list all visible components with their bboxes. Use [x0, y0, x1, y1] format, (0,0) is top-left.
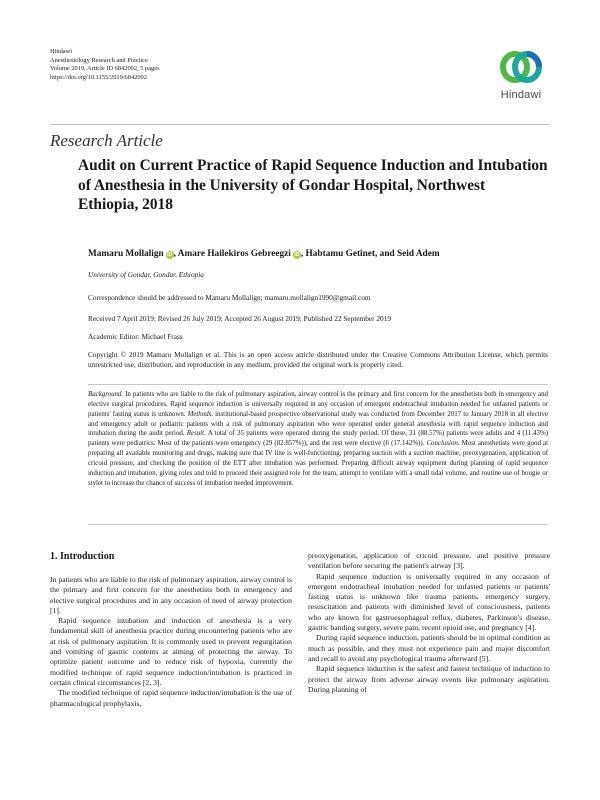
abstract-methods-text: institutional-based prospective observational study was conducted from December 2017 to January 2018 in all elective and emergency adult or pediatric patients with a risk of pulmonary aspiration who were operated under general anesthesia with rapid sequence induction and intubation during the audit period.	[88, 410, 548, 438]
paragraph: In patients who are liable to the risk of pulmonary aspiration, airway control is the primary and first concern for the anesthetists both in emergency and elective surgical procedures and in any occasion of need of airway protection [1].	[50, 575, 292, 615]
orcid-icon[interactable]: iD	[294, 252, 300, 258]
abstract-result-text: A total of 35 patients were operated during the study period. Of these, 31 (88.57%) patients were adults and 4 (11.43%) patients were pediatrics. Most of the patients were emergency (29 (82.857%)), and the rest were elective (6 (17.142%)).	[88, 430, 548, 448]
abstract-result-label: Result.	[186, 430, 206, 438]
abstract-conclusion-label: Conclusion.	[426, 440, 460, 448]
abstract-conclusion-text: Most anesthetists were good at preparing all available monitoring and drugs, making sure that IV line is well-functioning, preparing suction with a suction machine, preoxygenation, application of cricoid pressure, and checking the position of the ETT after intubation was performed. Preparing difficult airway equipment during planning of rapid sequence induction and intubation, giving roles and told to proceed their assigned role for the team, attempt to ventilate with a small tidal volume, and routine use of bougie or stylet to increase the chance of success of intubation needed improvement.	[88, 440, 548, 487]
copyright-notice: Copyright © 2019 Mamaru Mollalign et al. This is an open access article distributed under the Creative Commons Attribution License, which permits unrestricted use, distribution, and reproduction in any medium, provided the original work is properly cited.	[88, 350, 548, 369]
paragraph: Rapid sequence induction is universally required in any occasion of emergent endotracheal intubation needed for unfasted patients or patients' fasting status is unknown like trauma patients, emergency surgery, resuscitation and patients with diminished level of consciousness, patients who are known for gastroesophageal reflux, diabetes, Parkinson's disease, gastric banding surgery, severe pain, recent opioid use, and pregnancy [4].	[308, 571, 550, 633]
author-list	[88, 249, 548, 259]
journal-volume: Volume 2019, Article ID 6842092, 5 pages	[50, 65, 160, 73]
author-name[interactable]: , Habtamu Getinet, and Seid Adem	[300, 249, 440, 259]
intro-column-right	[308, 551, 550, 695]
hindawi-logo-text: Hindawi	[500, 89, 542, 101]
hindawi-logo	[496, 46, 546, 108]
abstract-background-label: Background.	[88, 391, 124, 398]
author-name[interactable]: , Amare Hailekiros Gebreegzi	[173, 249, 291, 259]
article-title: Audit on Current Practice of Rapid Sequence Induction and Intubation of Anesthesia in the University of Gondar Hospital, Northwest Ethiopia, 2018	[78, 157, 548, 213]
journal-doi[interactable]: https://doi.org/10.1155/2019/6842092	[50, 73, 147, 81]
affiliation: University of Gondar, Gondar, Ethiopia	[88, 270, 204, 279]
hindawi-logo-icon	[496, 46, 546, 88]
journal-name: Anesthesiology Research and Practice	[50, 56, 148, 64]
abstract	[88, 390, 548, 488]
abstract-methods-label: Methods.	[187, 410, 214, 418]
academic-editor: Academic Editor: Michael Frass	[88, 332, 183, 341]
abstract-background-text: In patients who are liable to the risk of pulmonary aspiration, airway control is the primary and first concern for the anesthetists both in emergency and elective surgical procedures. Rapid sequence induction is universally required in any occasion of emergent endotracheal intubation needed for unfasted patients or patients' fasting status is unknown.	[88, 391, 548, 418]
paragraph: Rapid sequence induction is the safest and fastest technique of induction to protect the airway from adverse airway events like pulmonary aspiration. During planning of	[308, 664, 550, 694]
orcid-icon[interactable]: iD	[167, 252, 173, 258]
correspondence: Correspondence should be addressed to Mamaru Mollalign; mamaru.mollalign1990@gmail.com	[88, 293, 371, 302]
paragraph: During rapid sequence induction, patients should be in optimal condition as much as possible, and they must not experience pain and major discomfort and recall to avoid any psychological trauma afterward [5].	[308, 633, 550, 663]
paragraph: The modified technique of rapid sequence induction/intubation is the use of pharmacological prophylaxis,	[50, 688, 292, 708]
article-type: Research Article	[50, 131, 163, 150]
publication-dates: Received 7 April 2019; Revised 26 July 2019; Accepted 26 August 2019; Published 22 September 2019	[88, 314, 391, 323]
intro-column-left	[50, 575, 292, 709]
author-name[interactable]: Mamaru Mollalign	[88, 249, 164, 259]
journal-publisher: Hindawi	[50, 48, 73, 55]
section-heading: 1. Introduction	[50, 551, 115, 562]
paragraph: preoxygenation, application of cricoid pressure, and positive pressure ventilation before securing the patient's airway [3].	[308, 551, 550, 571]
abstract-divider-bottom	[88, 524, 548, 525]
paragraph: Rapid sequence intubation and induction of anesthesia is a very fundamental skill of anesthesia practice during encountering patients who are at risk of pulmonary aspiration. It is commonly used to prevent regurgitation and vomiting of gastric contents at aiming of protecting the airway. To optimize patient outcome and to reduce risk of hypoxia, currently the modified technique of rapid sequence induction/intubation is practiced in certain clinical circumstances [2, 3].	[50, 616, 292, 687]
abstract-divider-top	[88, 384, 548, 385]
journal-meta	[50, 48, 160, 82]
header-divider	[50, 124, 550, 125]
